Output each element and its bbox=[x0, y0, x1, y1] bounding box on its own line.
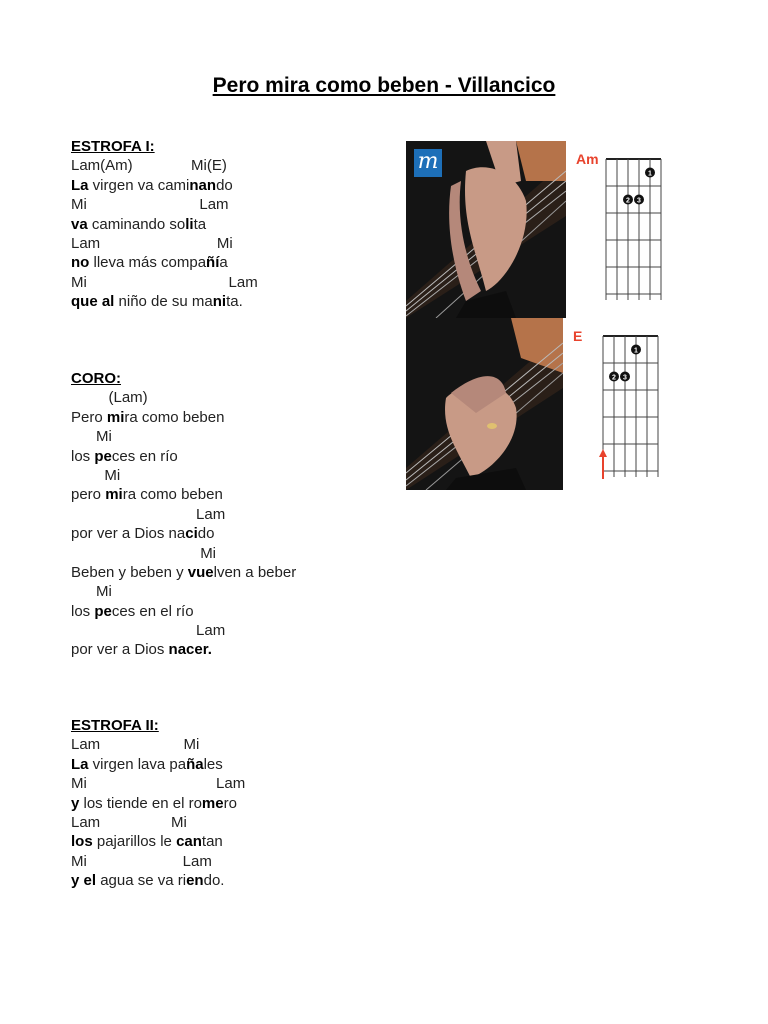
coro bbox=[71, 369, 296, 660]
lyric-text: do bbox=[197, 525, 215, 543]
e-chord-photo bbox=[406, 318, 563, 490]
stressed-syllable: me bbox=[201, 794, 224, 812]
lyric-text: virgen va cami bbox=[88, 176, 190, 194]
chord-line: (Lam) bbox=[71, 389, 148, 407]
e-chord-diagram bbox=[563, 318, 713, 490]
coro-heading: CORO: bbox=[71, 370, 121, 387]
chord-line: Lam(Am) Mi(E) bbox=[71, 157, 227, 175]
lyric-line bbox=[71, 485, 296, 504]
finger-number: 2 bbox=[626, 197, 630, 205]
chord-line: Lam Mi bbox=[71, 813, 187, 831]
lyric-text: do. bbox=[203, 872, 225, 890]
lyric-text: ces en río bbox=[111, 447, 178, 465]
finger-number: 3 bbox=[637, 197, 641, 205]
coro-lines bbox=[71, 388, 296, 659]
lyric-text: pajarillos le bbox=[92, 833, 177, 851]
lyric-text: ra como beben bbox=[124, 408, 225, 426]
lyric-line bbox=[71, 794, 245, 813]
lyric-line bbox=[71, 832, 245, 851]
chord-line: Mi Lam bbox=[71, 273, 258, 291]
stressed-syllable: va bbox=[71, 215, 88, 233]
lyric-line bbox=[71, 215, 258, 234]
finger-number: 1 bbox=[648, 170, 652, 178]
stressed-syllable: los bbox=[71, 833, 93, 851]
estrofa-2-lines bbox=[71, 735, 245, 890]
lyric-line bbox=[71, 253, 258, 272]
stressed-syllable: en bbox=[186, 872, 204, 890]
lyric-line bbox=[71, 563, 296, 582]
lyric-text: caminando so bbox=[87, 215, 186, 233]
lyric-text: a bbox=[219, 254, 228, 272]
stressed-syllable: li bbox=[185, 215, 194, 233]
stressed-syllable: y bbox=[71, 794, 80, 812]
lyric-text: los bbox=[71, 602, 95, 620]
stressed-syllable: La bbox=[71, 755, 89, 773]
am-chord-name: Am bbox=[576, 151, 599, 167]
chord-line: Mi Lam bbox=[71, 852, 212, 870]
lyric-text: agua se va ri bbox=[96, 872, 187, 890]
am-chord-diagram bbox=[566, 141, 716, 318]
chord-line: Lam Mi bbox=[71, 234, 233, 252]
estrofa-1 bbox=[71, 137, 258, 312]
lyric-text: Beben y beben y bbox=[71, 563, 188, 581]
chord-line: Mi bbox=[71, 544, 217, 562]
lyric-text: virgen lava pa bbox=[88, 755, 187, 773]
finger-number: 1 bbox=[634, 347, 638, 355]
stressed-syllable: ni bbox=[212, 293, 227, 311]
lyric-line bbox=[71, 524, 296, 543]
estrofa-2-heading: ESTROFA II: bbox=[71, 717, 159, 734]
stressed-syllable: y el bbox=[71, 872, 97, 890]
chord-line: Lam Mi bbox=[71, 736, 200, 754]
lyric-line bbox=[71, 447, 296, 466]
lyric-text: do bbox=[216, 176, 233, 194]
stressed-syllable: pe bbox=[94, 447, 112, 465]
lyric-text: tan bbox=[201, 833, 223, 851]
lyric-line bbox=[71, 871, 245, 890]
chord-line: Mi Lam bbox=[71, 196, 229, 214]
lyric-text: Pero bbox=[71, 408, 107, 426]
stressed-syllable: mi bbox=[106, 408, 125, 426]
lyric-text: ta bbox=[193, 215, 207, 233]
lyric-line bbox=[71, 602, 296, 621]
lyric-text: niño de su ma bbox=[114, 293, 213, 311]
lyric-text: les bbox=[203, 755, 223, 773]
chord-line: Lam bbox=[71, 505, 226, 523]
finger-number: 3 bbox=[623, 374, 627, 382]
lyric-text: ro bbox=[223, 794, 237, 812]
e-chord-name: E bbox=[573, 328, 583, 344]
stressed-syllable: vue bbox=[187, 563, 214, 581]
estrofa-1-heading: ESTROFA I: bbox=[71, 138, 155, 155]
lyric-line bbox=[71, 640, 296, 659]
estrofa-2 bbox=[71, 716, 245, 891]
stressed-syllable: La bbox=[71, 176, 89, 194]
lyric-text: ra como beben bbox=[122, 486, 223, 504]
estrofa-1-lines bbox=[71, 156, 258, 311]
lyric-text: por ver a Dios na bbox=[71, 525, 186, 543]
chord-line: Mi Lam bbox=[71, 775, 246, 793]
lyric-line bbox=[71, 408, 296, 427]
lyric-line bbox=[71, 292, 258, 311]
chord-line: Mi bbox=[71, 583, 112, 601]
stressed-syllable: nan bbox=[189, 176, 217, 194]
stressed-syllable: ñí bbox=[206, 254, 220, 272]
lyric-line bbox=[71, 755, 245, 774]
lyric-text: los bbox=[71, 447, 95, 465]
stressed-syllable: pe bbox=[94, 602, 112, 620]
document-title: Pero mira como beben - Villancico bbox=[212, 74, 556, 97]
lyric-text: ces en el río bbox=[111, 602, 194, 620]
am-chord-photo bbox=[406, 141, 566, 318]
stressed-syllable: no bbox=[71, 254, 90, 272]
stressed-syllable: ci bbox=[185, 525, 198, 543]
lyric-text: lven a beber bbox=[213, 563, 297, 581]
chord-line: Mi bbox=[71, 466, 121, 484]
stressed-syllable: nacer. bbox=[168, 641, 212, 659]
stressed-syllable: ña bbox=[186, 755, 204, 773]
logo-badge: m bbox=[414, 149, 442, 177]
stressed-syllable: que al bbox=[71, 293, 115, 311]
lyric-text: pero bbox=[71, 486, 106, 504]
lyric-line bbox=[71, 176, 258, 195]
lyric-text: los tiende en el ro bbox=[79, 794, 202, 812]
lyric-text: por ver a Dios bbox=[71, 641, 169, 659]
chord-line: Lam bbox=[71, 622, 226, 640]
chord-line: Mi bbox=[71, 428, 112, 446]
arrow-head-icon bbox=[599, 449, 607, 457]
lyric-text: ta. bbox=[226, 293, 243, 311]
finger-number: 2 bbox=[612, 374, 616, 382]
stressed-syllable: mi bbox=[105, 486, 123, 504]
lyric-text: lleva más compa bbox=[89, 254, 207, 272]
stressed-syllable: can bbox=[176, 833, 202, 851]
